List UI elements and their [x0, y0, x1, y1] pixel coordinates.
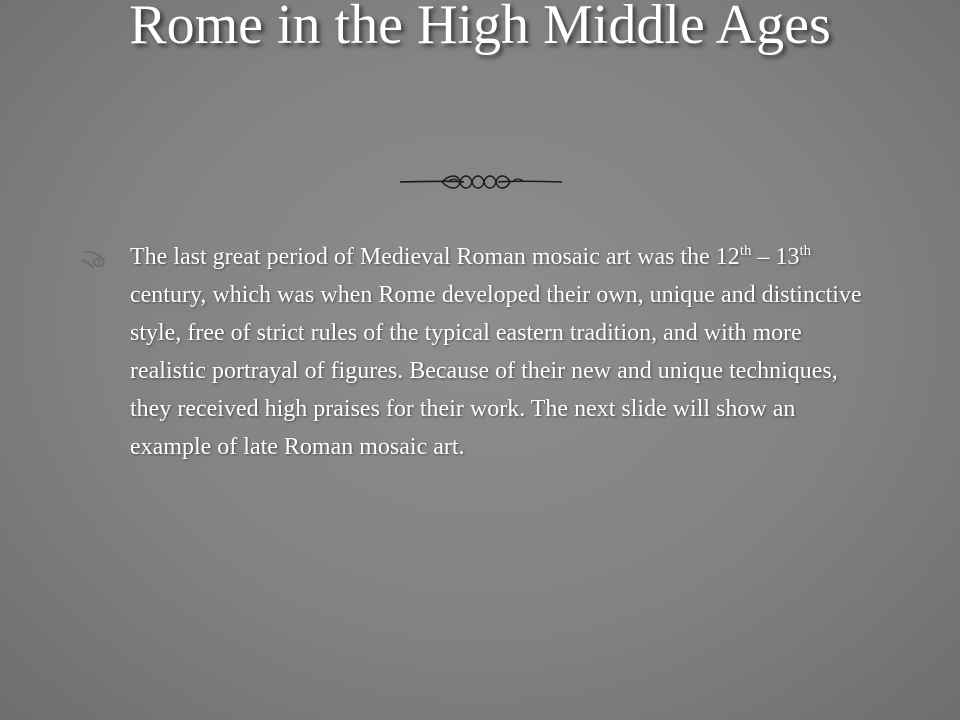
body-text-part3: century, which was when Rome developed their own, unique and distinctive style, free of strict rules of the typical eastern tradition, and with more realistic portrayal of figures. Because of their new and unique techniques, they received high praises for their work. The next slide will show an example of late Roman mosaic art. [130, 282, 862, 460]
ornamental-divider-icon [398, 170, 564, 194]
slide-title: Rome in the High Middle Ages [129, 0, 831, 56]
superscript-th-2: th [799, 243, 812, 259]
superscript-th-1: th [739, 243, 752, 259]
body-paragraph [130, 238, 880, 466]
body-text-part2: – 13 [751, 244, 800, 270]
body-text-part1: The last great period of Medieval Roman mosaic art was the 12 [130, 244, 740, 270]
bullet-item [80, 238, 880, 466]
scroll-bullet-icon [80, 248, 110, 270]
